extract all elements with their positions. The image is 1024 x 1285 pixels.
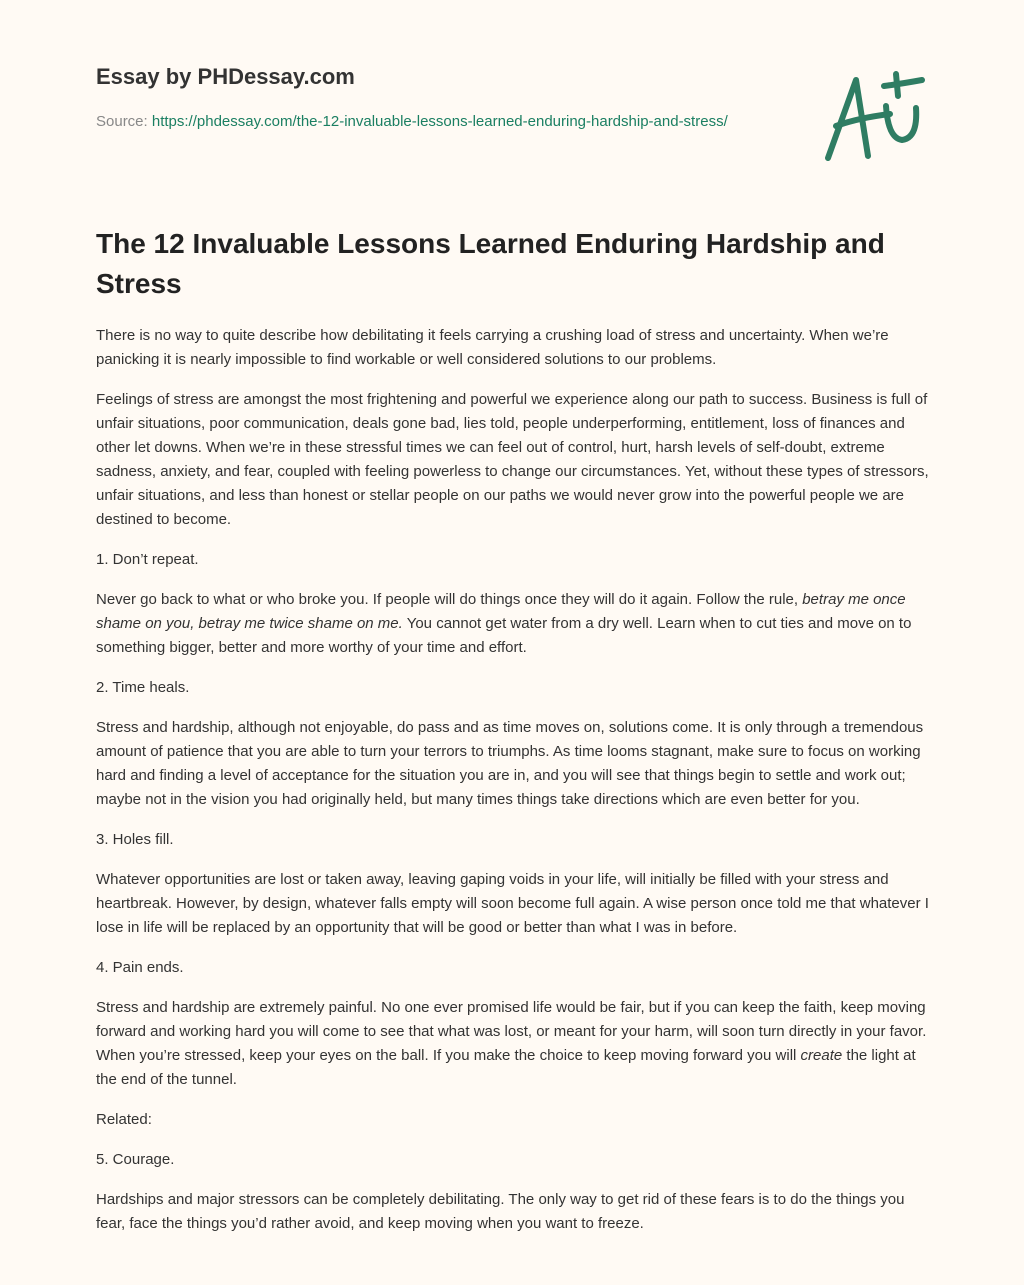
article-paragraph	[96, 388, 930, 532]
paragraph-text: 1. Don’t repeat.	[96, 551, 199, 568]
source-label: Source:	[96, 113, 148, 130]
source-line	[96, 110, 776, 134]
article-paragraph	[96, 956, 930, 980]
paragraph-text: 5. Courage.	[96, 1151, 175, 1168]
article-paragraph	[96, 996, 930, 1092]
italic-text: create	[800, 1047, 843, 1064]
article-paragraph	[96, 588, 930, 660]
paragraph-text: Whatever opportunities are lost or taken away, leaving gaping voids in your life, will initially be filled with your stress and heartbreak. However, by design, whatever falls empty will soon become full again. A wise person once told me that whatever I lose in life will be replaced by an opportunity that will be good or better than what I was in before.	[96, 871, 929, 936]
paragraph-text: Never go back to what or who broke you. If people will do things once they will do it again. Follow the rule,	[96, 591, 803, 608]
article-title: The 12 Invaluable Lessons Learned Enduring Hardship and Stress	[96, 228, 885, 299]
paragraph-text: Stress and hardship are extremely painful. No one ever promised life would be fair, but if you can keep the faith, keep moving forward and working hard you will come to see that what was lost, or meant for your harm, will soon turn directly in your favor. When you’re stressed, keep your eyes on the ball. If you make the choice to keep moving forward you will	[96, 999, 927, 1064]
article-paragraph	[96, 324, 930, 372]
paragraph-text: Related:	[96, 1111, 152, 1128]
paragraph-text: Feelings of stress are amongst the most frightening and powerful we experience along our path to success. Business is full of unfair situations, poor communication, deals gone bad, lies told, people underperforming, entitlement, loss of finances and other let downs. When we’re in these stressful times we can feel out of control, hurt, harsh levels of self-doubt, extreme sadness, anxiety, and fear, coupled with feeling powerless to change our circumstances. Yet, without these types of stressors, unfair situations, and less than honest or stellar people on our paths we would never grow into the powerful people we are destined to become.	[96, 391, 929, 528]
article-paragraph	[96, 868, 930, 940]
article-paragraph	[96, 1188, 930, 1236]
paragraph-text: 3. Holes fill.	[96, 831, 174, 848]
article-paragraph	[96, 1108, 930, 1132]
article-paragraph	[96, 828, 930, 852]
a-plus-logo-icon	[818, 68, 928, 164]
article-paragraph	[96, 1148, 930, 1172]
italic-text: betray me once shame on you, betray me twice shame on me.	[96, 591, 906, 632]
article-body	[96, 324, 930, 1252]
site-title: Essay by PHDessay.com	[96, 64, 355, 89]
article-paragraph	[96, 548, 930, 572]
paragraph-text: the light at the end of the tunnel.	[96, 1047, 916, 1088]
source-link[interactable]: https://phdessay.com/the-12-invaluable-lessons-learned-enduring-hardship-and-stress/	[151, 113, 728, 130]
paragraph-text: There is no way to quite describe how debilitating it feels carrying a crushing load of stress and uncertainty. When we’re panicking it is nearly impossible to find workable or well considered solutions to our problems.	[96, 327, 889, 368]
paragraph-text: Stress and hardship, although not enjoyable, do pass and as time moves on, solutions come. It is only through a tremendous amount of patience that you are able to turn your terrors to triumphs. As time looms stagnant, make sure to focus on working hard and finding a level of acceptance for the situation you are in, and you will see that things begin to settle and work out; maybe not in the vision you had originally held, but many times things take directions which are even better for you.	[96, 719, 924, 808]
article-paragraph	[96, 676, 930, 700]
paragraph-text: 4. Pain ends.	[96, 959, 184, 976]
article-paragraph	[96, 716, 930, 812]
paragraph-text: 2. Time heals.	[96, 679, 190, 696]
paragraph-text: Hardships and major stressors can be completely debilitating. The only way to get rid of these fears is to do the things you fear, face the things you’d rather avoid, and keep moving when you want to freeze.	[96, 1191, 905, 1232]
paragraph-text: You cannot get water from a dry well. Learn when to cut ties and move on to something bigger, better and more worthy of your time and effort.	[96, 615, 912, 656]
